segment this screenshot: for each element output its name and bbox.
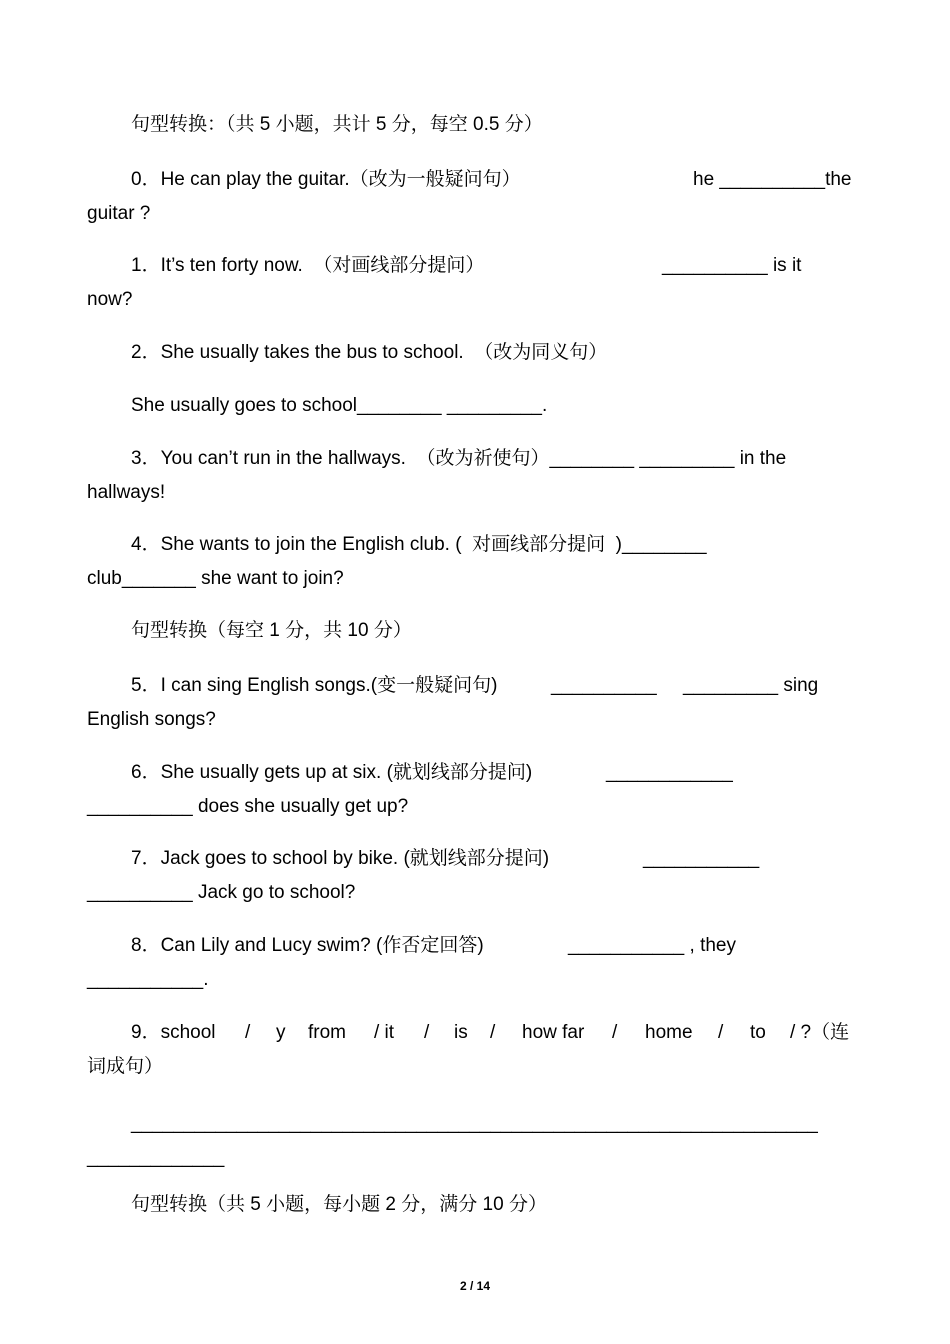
question-7-blank: ___________	[643, 848, 760, 869]
section-heading: 句型转换（每空 1 分，共 10 分）	[131, 620, 412, 641]
question-9-word: home	[645, 1022, 693, 1043]
section-heading: 句型转换（共 5 小题，每小题 2 分，满分 10 分）	[131, 1194, 547, 1215]
question-3-text: 3．You can’t run in the hallways. （改为祈使句）________ _________ in the	[131, 448, 787, 469]
question-2-answer-line: She usually goes to school________ _________.	[131, 395, 548, 416]
question-4-text: 4．She wants to join the English club. ( 对画线部分提问 )________	[131, 534, 707, 555]
question-8-blank: ___________ , they	[568, 935, 736, 956]
question-9-word: / ?（连	[790, 1022, 850, 1043]
question-8-text: 8．Can Lily and Lucy swim? (作否定回答)	[131, 935, 484, 956]
question-9-word: /	[490, 1022, 496, 1043]
question-9-word: is	[454, 1022, 468, 1043]
question-4-continued: club_______ she want to join?	[87, 568, 344, 589]
question-5-blank-2: _________ sing	[683, 675, 819, 696]
question-9-word: /	[718, 1022, 724, 1043]
question-9-word: 9．school	[131, 1022, 216, 1043]
question-3-continued: hallways!	[87, 482, 166, 503]
question-6-text: 6．She usually gets up at six. (就划线部分提问)	[131, 762, 533, 783]
question-7-continued: __________ Jack go to school?	[87, 882, 356, 903]
question-0-text: 0．He can play the guitar.（改为一般疑问句）	[131, 169, 521, 190]
question-6-continued: __________ does she usually get up?	[87, 796, 409, 817]
question-9-word: /	[245, 1022, 251, 1043]
question-1-blank: __________ is it	[662, 255, 802, 276]
question-2-text: 2．She usually takes the bus to school. （改为同义句）	[131, 342, 608, 363]
question-8-continued: ___________.	[87, 969, 209, 990]
question-5-text: 5．I can sing English songs.(变一般疑问句)	[131, 675, 498, 696]
question-9-word: / it	[374, 1022, 395, 1043]
section-heading: 句型转换：（共 5 小题，共计 5 分，每空 0.5 分）	[131, 114, 543, 135]
question-1-text: 1．It’s ten forty now. （对画线部分提问）	[131, 255, 485, 276]
question-9-word: from	[308, 1022, 346, 1043]
question-7-text: 7．Jack goes to school by bike. (就划线部分提问)	[131, 848, 550, 869]
question-9-word: how far	[522, 1022, 585, 1043]
question-9-word: /	[424, 1022, 430, 1043]
question-5-blank-1: __________	[551, 675, 657, 696]
question-9-continued: 词成句）	[87, 1056, 164, 1077]
page-number: 2 / 14	[459, 1279, 491, 1293]
question-9-word: /	[612, 1022, 618, 1043]
question-0-blank: he __________the	[693, 169, 852, 190]
question-0-continued: guitar ?	[87, 203, 151, 224]
question-1-continued: now?	[87, 289, 133, 310]
question-9-answer-line: _________________________________________________________________	[131, 1113, 818, 1134]
question-9-word: y	[276, 1022, 286, 1043]
question-9-answer-line-2: _____________	[87, 1147, 225, 1168]
question-6-blank: ____________	[606, 762, 733, 783]
question-5-continued: English songs?	[87, 709, 216, 730]
question-9-word: to	[750, 1022, 766, 1043]
